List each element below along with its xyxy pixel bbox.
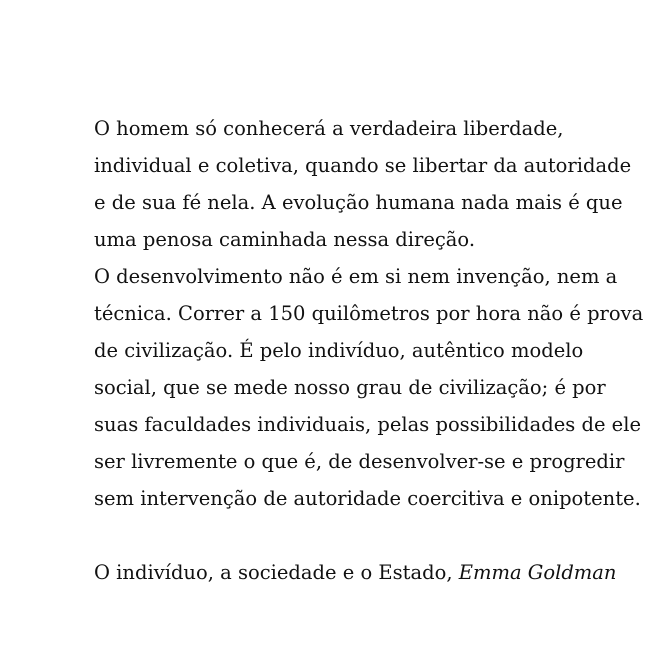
paragraph-line: técnica. Correr a 150 quilômetros por hora não é prova (94, 302, 644, 325)
citation-line (94, 554, 617, 591)
paragraph-line: sem intervenção de autoridade coercitiva e onipotente. (94, 487, 641, 510)
paragraph-line: O desenvolvimento não é em si nem invenção, nem a (94, 265, 618, 288)
paragraph-line: suas faculdades individuais, pelas possibilidades de ele (94, 413, 641, 436)
paragraph-line: de civilização. É pelo indivíduo, autêntico modelo (94, 339, 584, 362)
citation-author: Emma Goldman (458, 561, 617, 584)
citation-work-title: O indivíduo, a sociedade e o Estado, (94, 561, 459, 584)
paragraph-line: social, que se mede nosso grau de civilização; é por (94, 376, 606, 399)
quote-paragraph-2 (94, 258, 644, 517)
quote-paragraph-1 (94, 110, 632, 258)
paragraph-line: e de sua fé nela. A evolução humana nada mais é que (94, 191, 623, 214)
paragraph-line: O homem só conhecerá a verdadeira liberdade, (94, 117, 564, 140)
quote-text-block (94, 110, 644, 591)
paragraph-line: uma penosa caminhada nessa direção. (94, 228, 476, 251)
paragraph-line: individual e coletiva, quando se libertar da autoridade (94, 154, 632, 177)
paragraph-spacer (94, 517, 594, 554)
paragraph-line: ser livremente o que é, de desenvolver-se e progredir (94, 450, 625, 473)
